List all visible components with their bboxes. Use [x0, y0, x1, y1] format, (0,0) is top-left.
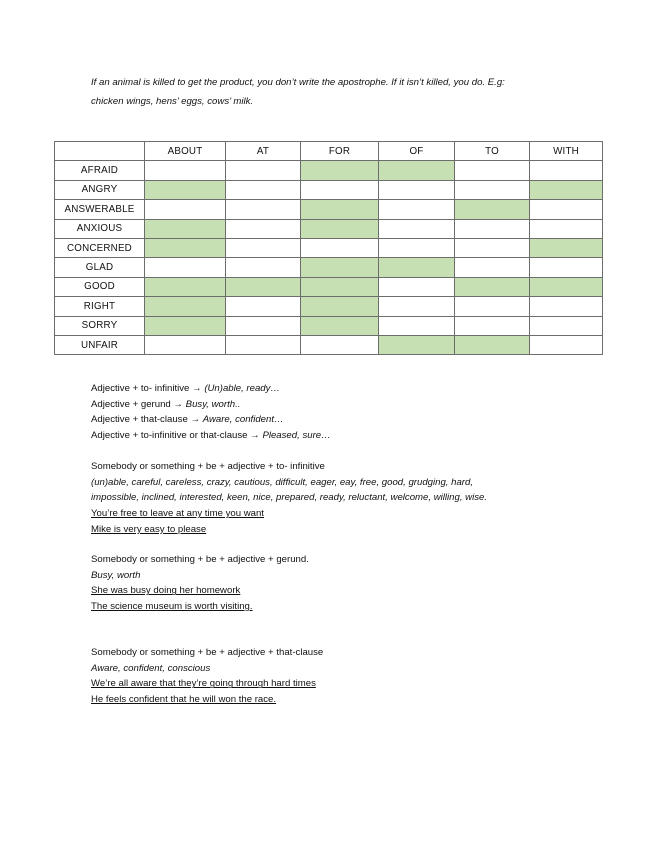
marked-cell	[301, 161, 379, 180]
empty-cell	[226, 161, 301, 180]
table-row	[55, 219, 603, 238]
marked-cell	[530, 238, 603, 257]
column-header: WITH	[530, 142, 603, 161]
empty-cell	[301, 180, 379, 199]
pattern-line: Adjective + gerund → Busy, worth..	[91, 398, 241, 410]
empty-cell	[455, 219, 530, 238]
empty-cell	[226, 219, 301, 238]
adjective-list: Aware, confident, conscious	[91, 662, 211, 674]
column-header: TO	[455, 142, 530, 161]
empty-cell	[530, 200, 603, 219]
empty-cell	[226, 297, 301, 316]
intro-note	[91, 73, 581, 111]
table-row	[55, 161, 603, 180]
empty-cell	[455, 180, 530, 199]
table-row	[55, 258, 603, 277]
marked-cell	[301, 219, 379, 238]
empty-cell	[379, 200, 455, 219]
marked-cell	[455, 335, 530, 354]
marked-cell	[301, 200, 379, 219]
table-row	[55, 180, 603, 199]
example-sentence: She was busy doing her homework	[91, 585, 241, 597]
example-sentence: The science museum is worth visiting.	[91, 601, 253, 613]
section-heading: Somebody or something + be + adjective + gerund.	[91, 554, 309, 565]
marked-cell	[455, 277, 530, 296]
pattern-line: Adjective + to- infinitive → (Un)able, ready…	[91, 383, 281, 394]
marked-cell	[301, 258, 379, 277]
marked-cell	[301, 316, 379, 335]
empty-cell	[226, 238, 301, 257]
empty-cell	[379, 277, 455, 296]
empty-cell	[530, 219, 603, 238]
empty-cell	[226, 258, 301, 277]
marked-cell	[145, 180, 226, 199]
empty-cell	[226, 335, 301, 354]
empty-cell	[226, 180, 301, 199]
table-row	[55, 277, 603, 296]
empty-cell	[530, 258, 603, 277]
empty-cell	[145, 258, 226, 277]
row-label: ANSWERABLE	[55, 200, 145, 219]
marked-cell	[455, 200, 530, 219]
pattern-line: Adjective + to-infinitive or that-clause → Pleased, sure…	[91, 430, 331, 442]
example-sentence: He feels confident that he will won the race.	[91, 694, 277, 706]
table-body	[55, 161, 603, 355]
empty-cell	[226, 200, 301, 219]
row-label: RIGHT	[55, 297, 145, 316]
infinitive-section	[91, 459, 611, 538]
empty-cell	[379, 316, 455, 335]
marked-cell	[145, 277, 226, 296]
adjective-list: impossible, inclined, interested, keen, nice, prepared, ready, reluctant, welcome, willing, wise.	[91, 492, 488, 504]
column-header: OF	[379, 142, 455, 161]
empty-cell	[530, 161, 603, 180]
adjective-list: (un)able, careful, careless, crazy, cautious, difficult, eager, eay, free, good, grudging, hard,	[91, 476, 474, 488]
empty-cell	[530, 316, 603, 335]
empty-cell	[301, 335, 379, 354]
intro-line-2: chicken wings, hens’ eggs, cows’ milk.	[91, 96, 254, 107]
marked-cell	[145, 316, 226, 335]
empty-cell	[145, 161, 226, 180]
section-heading: Somebody or something + be + adjective + to- infinitive	[91, 461, 325, 472]
empty-cell	[379, 238, 455, 257]
marked-cell	[379, 335, 455, 354]
row-label: CONCERNED	[55, 238, 145, 257]
marked-cell	[145, 238, 226, 257]
table-row	[55, 335, 603, 354]
empty-cell	[301, 238, 379, 257]
table-row	[55, 316, 603, 335]
empty-cell	[455, 316, 530, 335]
row-label: SORRY	[55, 316, 145, 335]
marked-cell	[379, 258, 455, 277]
empty-cell	[379, 180, 455, 199]
table-row	[55, 297, 603, 316]
empty-cell	[530, 297, 603, 316]
adjective-list: Busy, worth	[91, 569, 141, 581]
section-heading: Somebody or something + be + adjective + that-clause	[91, 647, 324, 658]
example-sentence: We’re all aware that they’re going through hard times	[91, 678, 316, 690]
row-label: UNFAIR	[55, 335, 145, 354]
marked-cell	[145, 297, 226, 316]
table-corner-cell	[55, 142, 145, 161]
marked-cell	[226, 277, 301, 296]
marked-cell	[301, 297, 379, 316]
empty-cell	[455, 258, 530, 277]
that-clause-section	[91, 645, 611, 708]
marked-cell	[379, 161, 455, 180]
empty-cell	[455, 297, 530, 316]
intro-line-1: If an animal is killed to get the product, you don’t write the apostrophe. If it isn’t killed, you do. E.g:	[91, 77, 505, 88]
marked-cell	[145, 219, 226, 238]
empty-cell	[145, 335, 226, 354]
pattern-line: Adjective + that-clause → Aware, confident…	[91, 414, 284, 426]
marked-cell	[301, 277, 379, 296]
table-row	[55, 238, 603, 257]
empty-cell	[145, 200, 226, 219]
empty-cell	[379, 219, 455, 238]
example-sentence: You’re free to leave at any time you want	[91, 508, 264, 520]
example-sentence: Mike is very easy to please	[91, 523, 207, 535]
row-label: ANXIOUS	[55, 219, 145, 238]
patterns-summary	[91, 381, 611, 444]
empty-cell	[455, 161, 530, 180]
marked-cell	[530, 277, 603, 296]
table-header-row	[55, 142, 603, 161]
empty-cell	[455, 238, 530, 257]
row-label: AFRAID	[55, 161, 145, 180]
column-header: ABOUT	[145, 142, 226, 161]
gerund-section	[91, 552, 611, 615]
row-label: ANGRY	[55, 180, 145, 199]
empty-cell	[530, 335, 603, 354]
column-header: AT	[226, 142, 301, 161]
column-header: FOR	[301, 142, 379, 161]
row-label: GOOD	[55, 277, 145, 296]
adjective-preposition-table	[54, 141, 603, 355]
row-label: GLAD	[55, 258, 145, 277]
empty-cell	[379, 297, 455, 316]
empty-cell	[226, 316, 301, 335]
marked-cell	[530, 180, 603, 199]
table-row	[55, 200, 603, 219]
